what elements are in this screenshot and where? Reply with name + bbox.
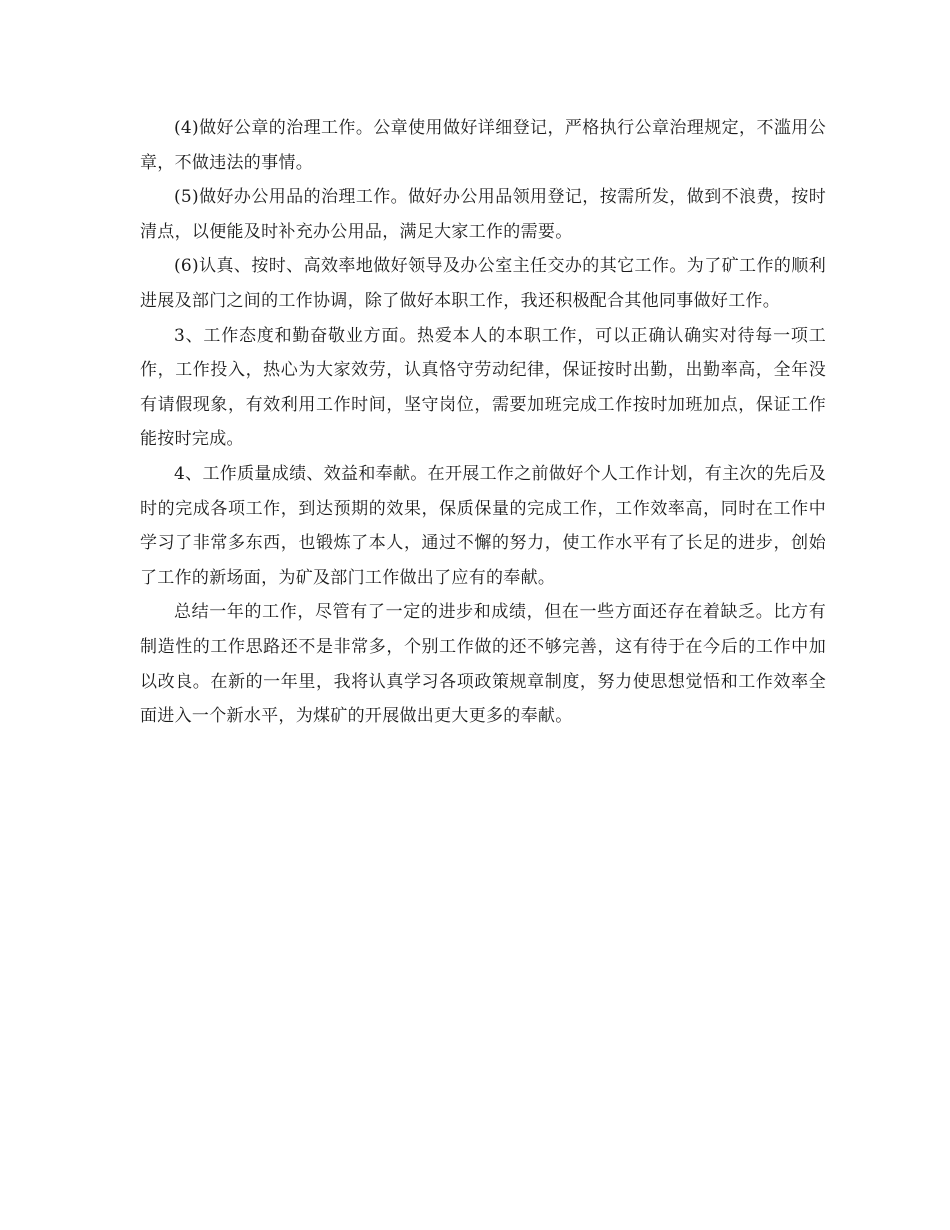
paragraph-summary: 总结一年的工作，尽管有了一定的进步和成绩，但在一些方面还存在着缺乏。比方有制造性的工作思路还不是非常多，个别工作做的还不够完善，这有待于在今后的工作中加以改良。在新的一年里，我将认真学习各项政策规章制度，努力使思想觉悟和工作效率全面进入一个新水平，为煤矿的开展做出更大更多的奉献。 <box>140 602 826 727</box>
paragraph-work-attitude: 3、工作态度和勤奋敬业方面。热爱本人的本职工作，可以正确认确实对待每一项工作，工作投入，热心为大家效劳，认真恪守劳动纪律，保证按时出勤，出勤率高，全年没有请假现象，有效利用工作时间，坚守岗位，需要加班完成工作按时加班加点，保证工作能按时完成。 <box>140 325 826 450</box>
paragraph-office-supplies: (5)做好办公用品的治理工作。做好办公用品领用登记，按需所发，做到不浪费，按时清点，以便能及时补充办公用品，满足大家工作的需要。 <box>140 187 826 242</box>
document-body <box>140 111 826 734</box>
paragraph-seal-management: (4)做好公章的治理工作。公章使用做好详细登记，严格执行公章治理规定，不滥用公章，不做违法的事情。 <box>140 118 826 173</box>
paragraph-work-quality: 4、工作质量成绩、效益和奉献。在开展工作之前做好个人工作计划，有主次的先后及时的完成各项工作，到达预期的效果，保质保量的完成工作，工作效率高，同时在工作中学习了非常多东西，也锻炼了本人，通过不懈的努力，使工作水平有了长足的进步，创始了工作的新场面，为矿及部门工作做出了应有的奉献。 <box>140 463 826 588</box>
paragraph-assigned-tasks: (6)认真、按时、高效率地做好领导及办公室主任交办的其它工作。为了矿工作的顺利进展及部门之间的工作协调，除了做好本职工作，我还积极配合其他同事做好工作。 <box>140 256 826 311</box>
